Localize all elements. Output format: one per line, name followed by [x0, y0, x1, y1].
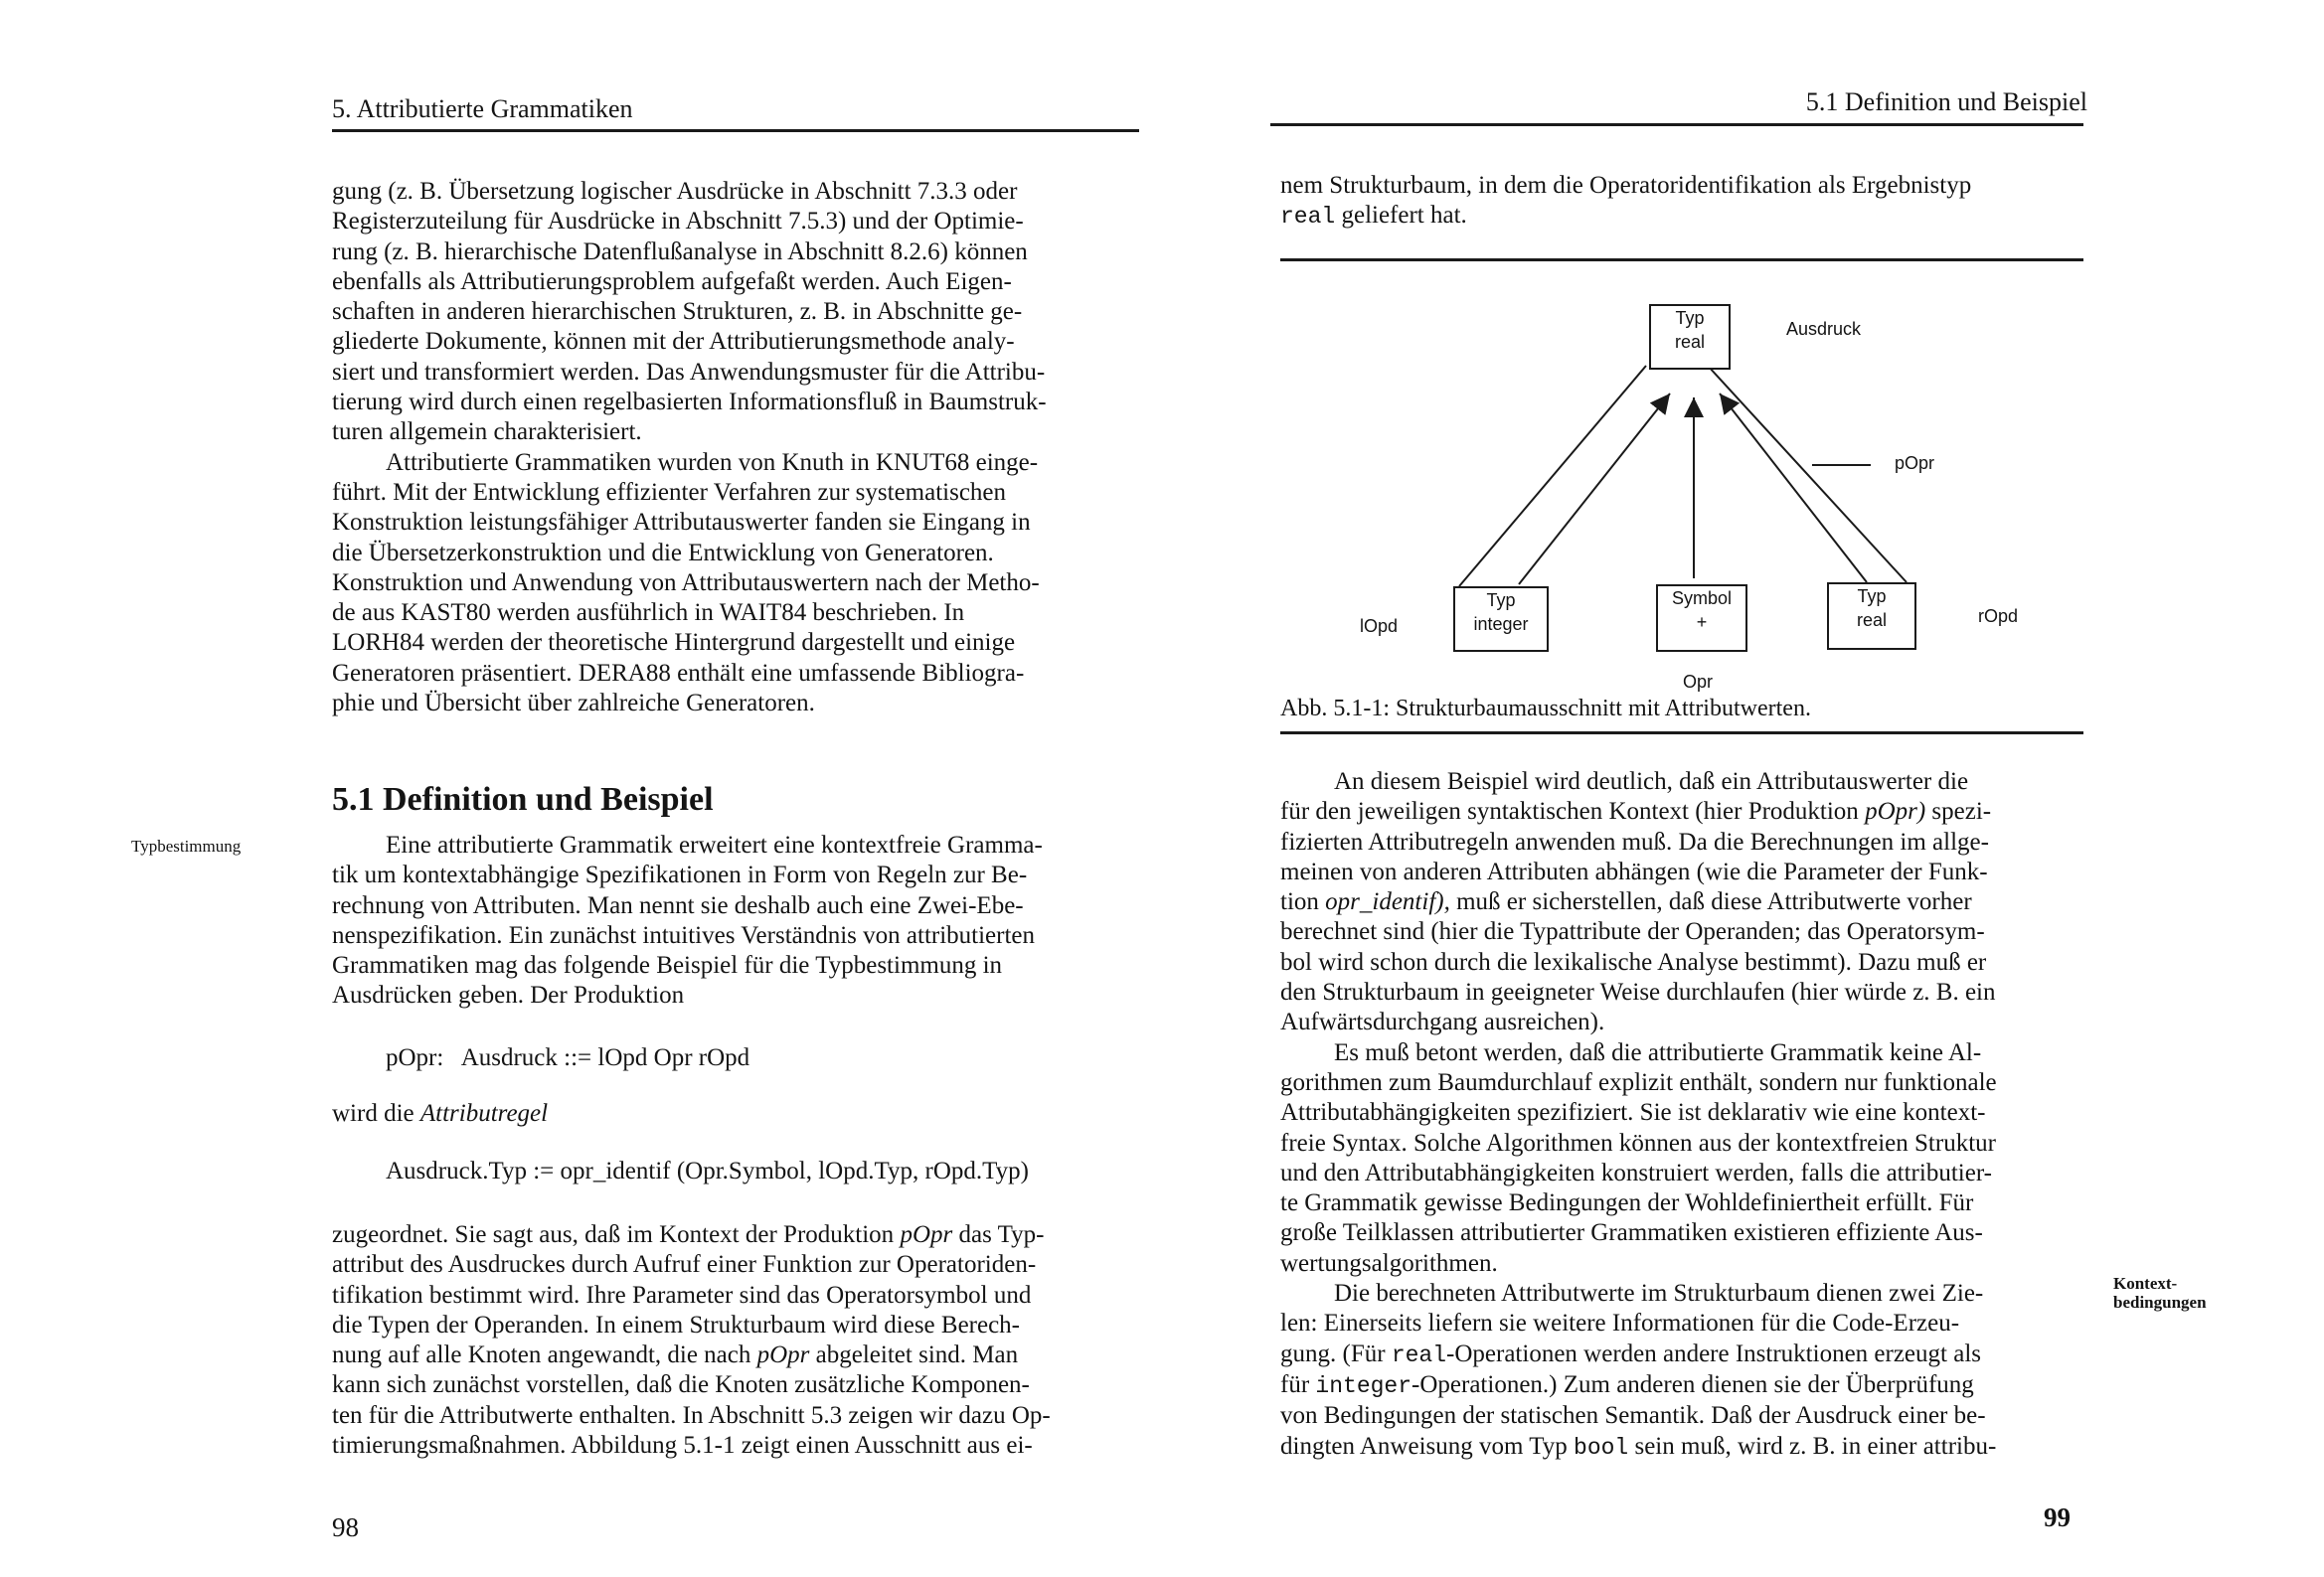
left-running-header: 5. Attributierte Grammatiken [332, 94, 633, 123]
text-line: gliederte Dokumente, können mit der Attributierungsmethode analy- [332, 328, 1015, 356]
node-opr [1656, 584, 1747, 652]
text-span: -Operationen werden andere Instruktionen erzeugt als [1446, 1340, 1981, 1367]
left-page-number: 98 [332, 1512, 359, 1542]
text-span: -Operationen.) Zum anderen dienen sie der Überprüfung [1411, 1370, 1974, 1398]
text-line: Grammatiken mag das folgende Beispiel für die Typbestimmung in [332, 952, 1003, 980]
node-lopd-value: integer [1473, 614, 1529, 634]
text-line: wertungsalgorithmen. [1280, 1249, 1498, 1277]
label-opr: Opr [1683, 672, 1714, 692]
right-main-text [1280, 767, 2083, 1463]
text-line: den Strukturbaum in geeigneter Weise durchlaufen (hier würde z. B. ein [1280, 979, 1996, 1007]
text-line: ebenfalls als Attributierungsproblem aufgefaßt werden. Auch Eigen- [332, 267, 1012, 295]
text-span: dingten Anweisung vom Typ [1280, 1432, 1568, 1460]
code-bool: bool [1574, 1434, 1629, 1461]
text-span: spezi- [1931, 798, 1992, 826]
text-span-italic: opr_identif), [1325, 888, 1450, 916]
text-line: Die berechneten Attributwerte im Strukturbaum dienen zwei Zie- [1334, 1280, 1984, 1308]
text-line: Attributabhängigkeiten spezifiziert. Sie ist deklarativ wie eine kontext- [1280, 1099, 1986, 1127]
code-real: real [1280, 204, 1336, 231]
text-line: tifikation bestimmt wird. Ihre Parameter sind das Operatorsymbol und [332, 1281, 1032, 1309]
node-lopd [1453, 586, 1549, 652]
text-line: bol wird schon durch die lexikalische Analyse bestimmt). Dazu muß er [1280, 948, 1987, 976]
dependency-arrow-right [1720, 394, 1867, 582]
text-line: freie Syntax. Solche Algorithmen können aus der kontextfreien Struktur [1280, 1129, 1996, 1157]
node-ausdruck-value: real [1674, 332, 1705, 352]
text-line: Aufwärtsdurchgang ausreichen). [1280, 1009, 1605, 1036]
text-line: turen allgemein charakterisiert. [332, 418, 642, 446]
text-line: timierungsmaßnahmen. Abbildung 5.1-1 zeigt einen Ausschnitt aus ei- [332, 1432, 1033, 1460]
text-line: Es muß betont werden, daß die attributierte Grammatik keine Al- [1334, 1038, 1982, 1066]
attribute-rule: Ausdruck.Typ := opr_identif (Opr.Symbol, lOpd.Typ, rOpd.Typ) [386, 1158, 1029, 1184]
text-line: und den Attributabhängigkeiten konstruiert werden, falls die attributier- [1280, 1159, 1992, 1186]
right-top-paragraph [1280, 171, 2083, 233]
text-line: Eine attributierte Grammatik erweitert eine kontextfreie Gramma- [386, 832, 1043, 859]
label-ausdruck: Ausdruck [1786, 319, 1862, 339]
text-line: phie und Übersicht über zahlreiche Generatoren. [332, 690, 815, 717]
text-line: von Bedingungen der statischen Semantik. Daß der Ausdruck einer be- [1280, 1402, 1986, 1430]
text-line: tierung wird durch einen regelbasierten Informationsfluß in Baumstruk- [332, 389, 1047, 416]
margin-note-kontextbedingungen [2113, 1274, 2207, 1312]
production-rule: pOpr: Ausdruck ::= lOpd Opr rOpd [386, 1044, 750, 1071]
text-line: die Übersetzerkonstruktion und die Entwicklung von Generatoren. [332, 539, 994, 566]
rule-term: Attributregel [419, 1100, 549, 1127]
section-heading: 5.1 Definition und Beispiel [332, 781, 714, 818]
text-span-italic: pOpr) [1865, 798, 1926, 826]
right-header-rule [1270, 123, 2083, 126]
text-line: kann sich zunächst vorstellen, daß die Knoten zusätzliche Komponen- [332, 1371, 1030, 1399]
text-line: LORH84 werden der theoretische Hintergrund dargestellt und einige [332, 629, 1016, 657]
text-line [1280, 887, 2083, 917]
text-span: nung auf alle Knoten angewandt, die nach [332, 1341, 751, 1369]
label-ropd: rOpd [1978, 606, 2019, 626]
text-line: de aus KAST80 werden ausführlich in WAIT84 beschrieben. In [332, 599, 965, 627]
text-span: gung. (Für [1280, 1340, 1386, 1367]
node-ausdruck [1649, 304, 1731, 370]
text-line: nem Strukturbaum, in dem die Operatoridentifikation als Ergebnistyp [1280, 172, 1972, 199]
left-explanation-paragraph [332, 1220, 1139, 1461]
text-line: die Typen der Operanden. In einem Strukturbaum wird diese Berech- [332, 1311, 1021, 1339]
text-line [1280, 1432, 2083, 1463]
text-line: Generatoren präsentiert. DERA88 enthält eine umfassende Bibliogra- [332, 659, 1025, 687]
code-integer: integer [1315, 1372, 1412, 1399]
text-line: schaften in anderen hierarchischen Strukturen, z. B. in Abschnitte ge- [332, 298, 1023, 326]
text-line: große Teilklassen attributierter Grammatiken existieren effiziente Aus- [1280, 1219, 1983, 1247]
text-span-italic: pOpr [900, 1221, 953, 1248]
tree-edge-left [1459, 366, 1646, 586]
figure-top-rule [1280, 258, 2083, 261]
node-lopd-attr: Typ [1486, 590, 1516, 610]
margin-note-line: bedingungen [2113, 1293, 2207, 1312]
right-page-number: 99 [2044, 1502, 2071, 1532]
text-line: An diesem Beispiel wird deutlich, daß ein Attributauswerter die [1334, 768, 1969, 795]
text-line: berechnet sind (hier die Typattribute der Operanden; das Operatorsym- [1280, 918, 1985, 946]
label-popr: pOpr [1895, 453, 1935, 473]
text-line: ten für die Attributwerte enthalten. In Abschnitt 5.3 zeigen wir dazu Op- [332, 1401, 1051, 1429]
text-line: gung (z. B. Übersetzung logischer Ausdrücke in Abschnitt 7.3.3 oder [332, 178, 1018, 205]
text-line: fizierten Attributregeln anwenden muß. Da die Berechnungen im allge- [1280, 828, 1989, 856]
text-span: tion [1280, 888, 1319, 916]
text-line: gorithmen zum Baumdurchlauf explizit enthält, sondern nur funktionale [1280, 1068, 1997, 1096]
left-header-rule [332, 129, 1139, 132]
node-opr-attr: Symbol [1671, 588, 1733, 608]
node-ropd [1827, 582, 1916, 650]
left-definition-paragraph [332, 831, 1139, 1012]
text-line: Registerzuteilung für Ausdrücke in Abschnitt 7.5.3) und der Optimie- [332, 208, 1024, 236]
node-opr-value: + [1696, 612, 1708, 632]
text-line: Konstruktion leistungsfähiger Attributauswerter fanden sie Eingang in [332, 509, 1031, 537]
left-intro-paragraph [332, 177, 1139, 718]
text-span: für den jeweiligen syntaktischen Kontext (hier Produktion [1280, 798, 1859, 826]
right-running-header: 5.1 Definition und Beispiel [1805, 87, 2087, 116]
node-ausdruck-attr: Typ [1675, 308, 1705, 328]
tree-edge-right [1708, 366, 1907, 582]
text-line [1280, 1340, 2083, 1370]
text-line [1280, 1370, 2083, 1401]
text-span: muß er sicherstellen, daß diese Attributwerte vorher [1456, 888, 1972, 916]
text-line: te Grammatik gewisse Bedingungen der Wohldefiniertheit erfüllt. Für [1280, 1189, 1974, 1217]
text-span-italic: pOpr [756, 1341, 810, 1369]
text-line: rung (z. B. hierarchische Datenflußanalyse in Abschnitt 8.2.6) können [332, 237, 1028, 265]
node-ropd-attr: Typ [1857, 586, 1887, 606]
text-line: rechnung von Attributen. Man nennt sie deshalb auch eine Zwei-Ebe- [332, 891, 1024, 919]
margin-note-typbestimmung: Typbestimmung [131, 837, 242, 856]
text-line: führt. Mit der Entwicklung effizienter Verfahren zur systematischen [332, 478, 1007, 506]
label-lopd: lOpd [1360, 616, 1399, 636]
text-span: abgeleitet sind. Man [815, 1341, 1019, 1369]
text-line: tik um kontextabhängige Spezifikationen in Form von Regeln zur Be- [332, 862, 1028, 889]
rule-intro-line [332, 1099, 548, 1129]
figure-caption: Abb. 5.1-1: Strukturbaumausschnitt mit Attributwerten. [1280, 696, 1811, 721]
margin-note-line: Kontext- [2113, 1274, 2178, 1293]
node-ropd-value: real [1856, 610, 1887, 630]
text-span: das Typ- [958, 1221, 1045, 1248]
text-span: für [1280, 1370, 1310, 1398]
text-line: attribut des Ausdruckes durch Aufruf einer Funktion zur Operatoriden- [332, 1251, 1037, 1279]
code-real: real [1391, 1341, 1447, 1368]
text-line: Konstruktion und Anwendung von Attributauswertern nach der Metho- [332, 568, 1040, 596]
text-line [1280, 201, 2083, 232]
figure-bottom-rule [1280, 731, 2083, 734]
text-span: sein muß, wird z. B. in einer attribu- [1634, 1432, 1997, 1460]
text-line: meinen von anderen Attributen abhängen (wie die Parameter der Funk- [1280, 858, 1988, 885]
text-line: Attributierte Grammatiken wurden von Knuth in KNUT68 einge- [386, 448, 1039, 476]
text-line: len: Einerseits liefern sie weitere Informationen für die Code-Erzeu- [1280, 1310, 1960, 1338]
text-line [332, 1220, 1139, 1250]
text-line [332, 1340, 1139, 1370]
text-span: geliefert hat. [1341, 202, 1467, 230]
text-span: zugeordnet. Sie sagt aus, daß im Kontext der Produktion [332, 1221, 895, 1248]
text-line: siert und transformiert werden. Das Anwendungsmuster für die Attribu- [332, 358, 1046, 386]
text-line: Ausdrücken geben. Der Produktion [332, 982, 685, 1010]
text-line: nenspezifikation. Ein zunächst intuitives Verständnis von attributierten [332, 921, 1036, 949]
text-line [1280, 797, 2083, 827]
rule-intro-text: wird die [332, 1100, 415, 1127]
